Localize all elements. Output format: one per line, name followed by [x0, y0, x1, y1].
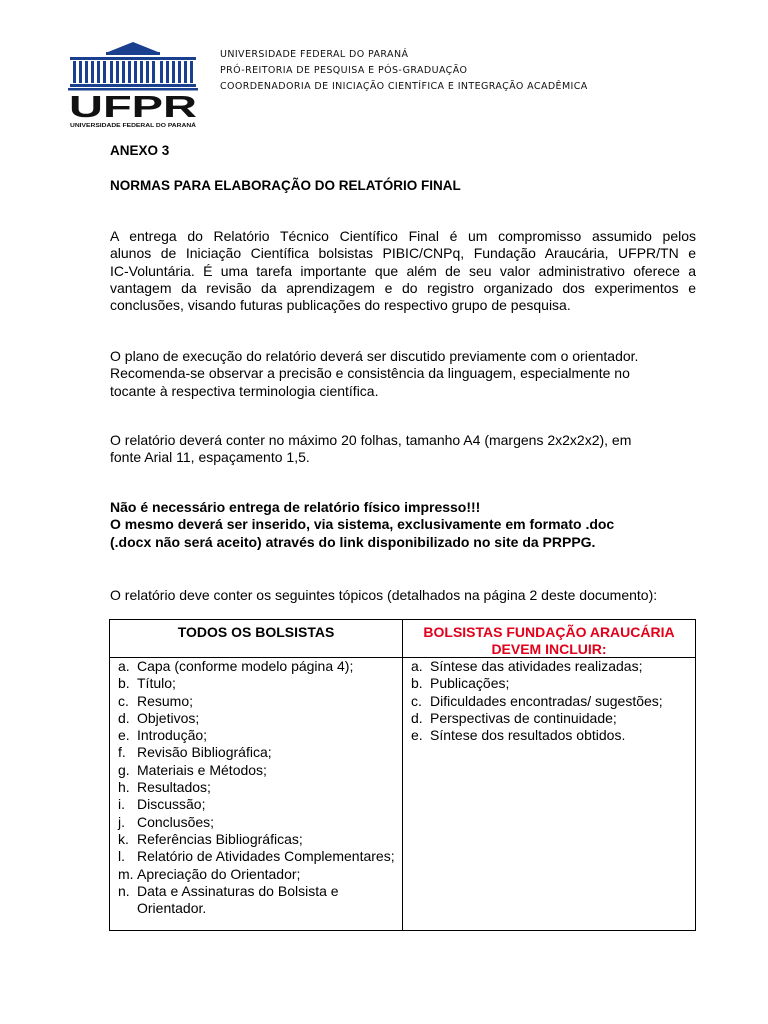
list-marker: g.: [118, 761, 130, 778]
list-item-text: Revisão Bibliográfica;: [137, 744, 272, 761]
list-marker: h.: [118, 779, 130, 796]
topics-intro: O relatório deve conter os seguintes tópicos (detalhados na página 2 deste documento):: [110, 587, 658, 603]
logo-wordmark: UFPR: [69, 89, 197, 124]
list-item-text: Data e Assinaturas do Bolsista e Orientador.: [137, 882, 339, 917]
list-item-text: Síntese das atividades realizadas;: [430, 658, 643, 674]
list-marker: a.: [118, 658, 130, 674]
paragraph-line: vantagem da revisão da aprendizagem e do registro organizado dos experimentos e: [110, 279, 696, 296]
list-item-text: Referências Bibliográficas;: [137, 830, 303, 847]
paragraph-line: fonte Arial 11, espaçamento 1,5.: [110, 449, 310, 466]
submission-notice: [110, 499, 696, 551]
list-marker: e.: [411, 727, 423, 744]
header-line: DEVEM INCLUIR:: [491, 641, 607, 657]
paragraph-line: A entrega do Relatório Técnico Científico Final é um compromisso assumido pelos: [110, 228, 696, 244]
topics-table: [109, 619, 696, 931]
institution-header: [220, 47, 588, 95]
list-marker: f.: [118, 744, 126, 761]
list-item-text: Perspectivas de continuidade;: [430, 709, 617, 726]
list-item-text: Resultados;: [137, 779, 211, 796]
list-item-text: Capa (conforme modelo página 4);: [137, 658, 354, 674]
list-item: [110, 814, 400, 831]
list-item: [110, 710, 400, 727]
document-title: NORMAS PARA ELABORAÇÃO DO RELATÓRIO FINAL: [110, 178, 461, 193]
list-marker: b.: [118, 675, 130, 692]
format-paragraph: [110, 432, 696, 467]
list-marker: d.: [118, 709, 130, 726]
list-marker: a.: [411, 658, 423, 674]
list-item: [110, 866, 400, 883]
list-item-text: Relatório de Atividades Complementares;: [137, 848, 395, 865]
paragraph-line: O relatório deverá conter no máximo 20 folhas, tamanho A4 (margens 2x2x2x2), em: [110, 432, 632, 448]
list-marker: d.: [411, 709, 423, 726]
list-item: [110, 762, 400, 779]
araucaria-topic-list: [403, 658, 693, 744]
plan-paragraph: [110, 348, 696, 400]
list-item-text: Introdução;: [137, 727, 208, 744]
notice-line: (.docx não será aceito) através do link disponibilizado no site da PRPPG.: [110, 533, 596, 550]
annex-label: ANEXO 3: [110, 143, 170, 158]
list-item: [403, 658, 693, 675]
coordination-name: COORDENADORIA DE INICIAÇÃO CIENTÍFICA E INTEGRAÇÃO ACADÊMICA: [220, 81, 588, 92]
list-item: [403, 693, 693, 710]
list-item-text: Conclusões;: [137, 813, 215, 830]
list-item: [110, 883, 400, 918]
list-marker: e.: [118, 727, 130, 744]
list-item-text: Síntese dos resultados obtidos.: [430, 727, 626, 744]
list-marker: c.: [118, 692, 129, 709]
list-item: [403, 675, 693, 692]
list-item-text: Publicações;: [430, 675, 510, 692]
list-item-text: Título;: [137, 675, 176, 692]
table-header-araucaria: [403, 624, 695, 658]
list-item: [110, 848, 400, 865]
all-scholars-topic-list: [110, 658, 400, 917]
list-item-text: Materiais e Métodos;: [137, 761, 267, 778]
list-item-text: Discussão;: [137, 796, 206, 813]
logo-subtext: UNIVERSIDADE FEDERAL DO PARANÁ: [70, 123, 168, 129]
list-item: [110, 796, 400, 813]
list-marker: j.: [118, 813, 125, 830]
list-marker: l.: [118, 848, 125, 865]
list-marker: k.: [118, 830, 129, 847]
list-item-text: Objetivos;: [137, 709, 200, 726]
list-item: [110, 727, 400, 744]
list-marker: n.: [118, 882, 130, 899]
pro-rectory-name: PRÓ-REITORIA DE PESQUISA E PÓS-GRADUAÇÃO: [220, 65, 468, 76]
intro-paragraph: [110, 228, 696, 314]
list-marker: c.: [411, 692, 422, 709]
university-name: UNIVERSIDADE FEDERAL DO PARANÁ: [220, 49, 409, 60]
list-item: [110, 675, 400, 692]
list-item: [110, 693, 400, 710]
list-item-text: Apreciação do Orientador;: [137, 865, 301, 882]
ufpr-logo: [66, 40, 200, 130]
list-marker: m.: [118, 865, 134, 882]
list-marker: i.: [118, 796, 125, 813]
paragraph-line: alunos de Iniciação Científica bolsistas PIBIC/CNPq, Fundação Araucária, UFPR/TN e: [110, 245, 696, 262]
paragraph-line: conclusões, visando futuras publicações do respectivo grupo de pesquisa.: [110, 297, 571, 314]
table-header-all-scholars: TODOS OS BOLSISTAS: [177, 624, 335, 640]
list-item: [110, 831, 400, 848]
list-marker: b.: [411, 675, 423, 692]
list-item: [110, 779, 400, 796]
list-item-text: Resumo;: [137, 692, 194, 709]
paragraph-line: IC-Voluntária. É uma tarefa importante que além de seu valor administrativo oferece a: [110, 262, 696, 279]
paragraph-line: tocante à respectiva terminologia científica.: [110, 382, 379, 399]
list-item: [403, 710, 693, 727]
notice-line: O mesmo deverá ser inserido, via sistema, exclusivamente em formato .doc: [110, 516, 615, 533]
notice-line: Não é necessário entrega de relatório físico impresso!!!: [110, 499, 481, 515]
paragraph-line: Recomenda-se observar a precisão e consistência da linguagem, especialmente no: [110, 365, 630, 382]
list-item-text: Dificuldades encontradas/ sugestões;: [430, 692, 663, 709]
list-item: [110, 658, 400, 675]
list-item: [403, 727, 693, 744]
list-item: [110, 744, 400, 761]
paragraph-line: O plano de execução do relatório deverá ser discutido previamente com o orientador.: [110, 348, 639, 364]
header-line: BOLSISTAS FUNDAÇÃO ARAUCÁRIA: [423, 624, 675, 640]
